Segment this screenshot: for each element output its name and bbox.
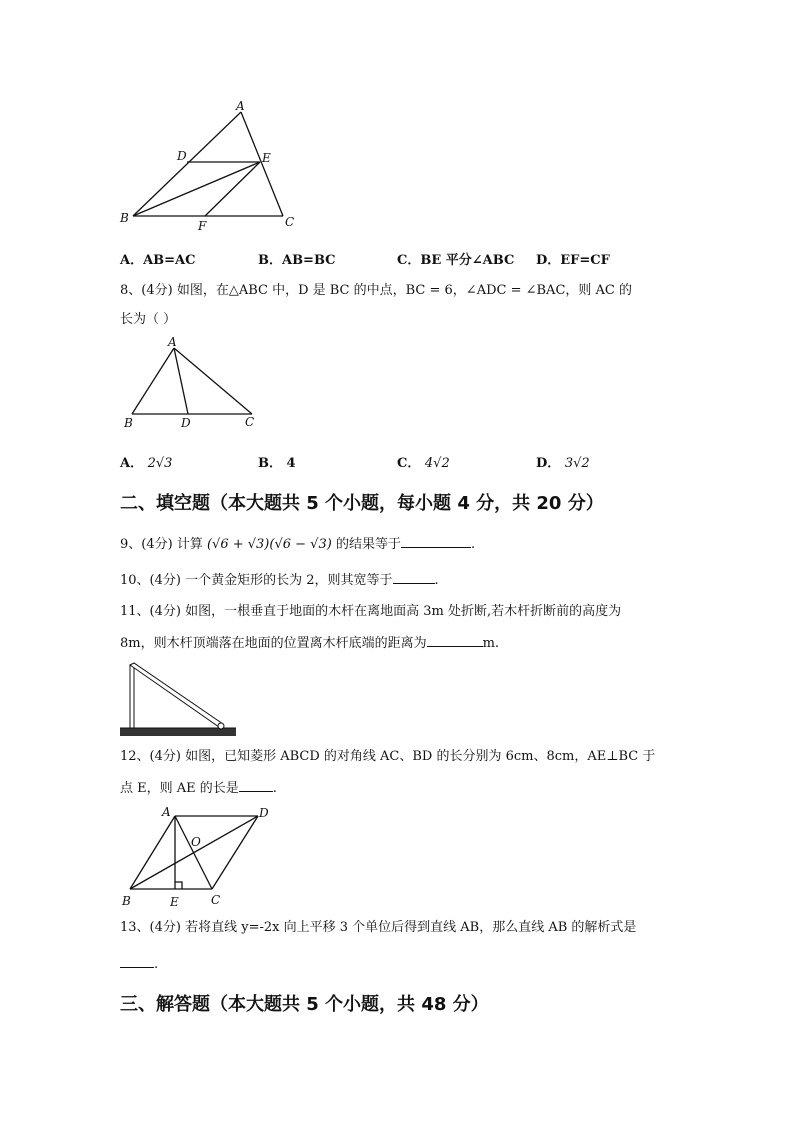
segment-ef [205,162,260,216]
segment-ab [133,112,241,216]
q8-option-d[interactable] [536,452,590,471]
q9-text [120,535,475,554]
label-b: B [120,211,129,225]
label-o: O [191,835,201,849]
q10-body: 10、(4分) 一个黄金矩形的长为 2，则其宽等于 [120,573,393,588]
side-ab [130,816,175,889]
q8-option-b[interactable] [258,452,296,471]
label-c: C [245,415,255,429]
q11-body: 8m，则木杆顶端落在地面的位置离木杆底端的距离为 [120,636,427,651]
q12-end: . [272,781,277,796]
label-b: B [122,894,131,908]
q11-answer-blank[interactable] [427,634,483,647]
q9-end: . [470,537,476,552]
q12-text-line2 [120,779,277,798]
q8-option-b-letter: B． [258,456,282,471]
q9-expression: (√6 + √3)(√6 − √3) [206,537,332,552]
label-d: D [181,416,191,430]
q11-end: m. [482,636,500,651]
q10-text [120,571,439,590]
q8-option-a-value: 2√3 [147,456,173,471]
q8-option-d-value: 3√2 [564,456,590,471]
figure-q12-rhombus [115,800,285,912]
q8-text-line2: 长为（ ） [120,312,177,327]
q13-text-line1: 13、(4分) 若将直线 y=-2x 向上平移 3 个单位后得到直线 AB，那么直线 AB 的解析式是 [120,920,637,935]
q10-answer-blank[interactable] [393,571,435,584]
q8-option-c-letter: C． [397,456,421,471]
q7-option-a[interactable]: A．AB=AC [120,253,196,268]
label-d: D [177,149,187,163]
label-f: F [198,219,207,233]
segment-ab [132,348,174,414]
label-a: A [162,805,171,819]
q8-option-a-letter: A． [120,456,144,471]
q8-text-line1: 8、(4分) 如图，在△ABC 中，D 是 BC 的中点，BC = 6，∠ADC = ∠BAC，则 AC 的 [120,283,632,298]
diagonal-bd [130,816,258,889]
q7-option-d[interactable]: D．EF=CF [536,253,610,268]
q12-text-line1: 12、(4分) 如图，已知菱形 ABCD 的对角线 AC、BD 的长分别为 6cm、8cm，AE⊥BC 于 [120,749,656,764]
pole-standing [130,665,134,728]
right-angle-mark [175,882,182,889]
q8-option-d-letter: D． [536,456,561,471]
q13-end: . [154,957,159,972]
pole-top-point [218,723,224,729]
label-c: C [285,215,295,229]
label-b: B [124,416,133,430]
q9-prefix: 9、(4分) 计算 [120,537,203,552]
q7-option-b[interactable]: B．AB=BC [258,253,336,268]
q12-body: 点 E，则 AE 的长是 [120,781,239,796]
section-3-heading: 三、解答题（本大题共 5 个小题，共 48 分） [120,994,489,1015]
section-2-heading: 二、填空题（本大题共 5 个小题，每小题 4 分，共 20 分） [120,493,604,514]
label-e: E [262,151,271,165]
label-a: A [168,336,177,349]
ground-hatch [120,728,236,736]
q8-option-a[interactable] [120,452,172,471]
figure-q7-triangle [110,96,310,236]
q9-suffix: 的结果等于 [335,537,401,552]
q12-answer-blank[interactable] [239,779,273,792]
figure-q8-triangle [115,336,275,436]
side-cd [212,816,258,889]
label-c: C [211,893,221,907]
pole-fallen [130,663,223,727]
q13-answer-blank[interactable] [120,955,154,968]
q11-text-line1: 11、(4分) 如图，一根垂直于地面的木杆在离地面高 3m 处折断,若木杆折断前的高度为 [120,604,622,619]
q10-end: . [434,573,439,588]
q9-answer-blank[interactable] [401,535,471,548]
q8-option-c-value: 4√2 [424,456,450,471]
q13-text-line2 [120,955,158,974]
label-d: D [259,806,269,820]
label-e: E [170,895,179,909]
label-a: A [236,99,245,113]
q8-option-c[interactable] [397,452,450,471]
q7-option-c[interactable]: C．BE 平分∠ABC [397,253,515,268]
segment-be [133,162,260,216]
q11-text-line2 [120,634,499,653]
q8-option-b-value: 4 [286,456,296,471]
figure-q11-broken-pole [115,657,240,739]
